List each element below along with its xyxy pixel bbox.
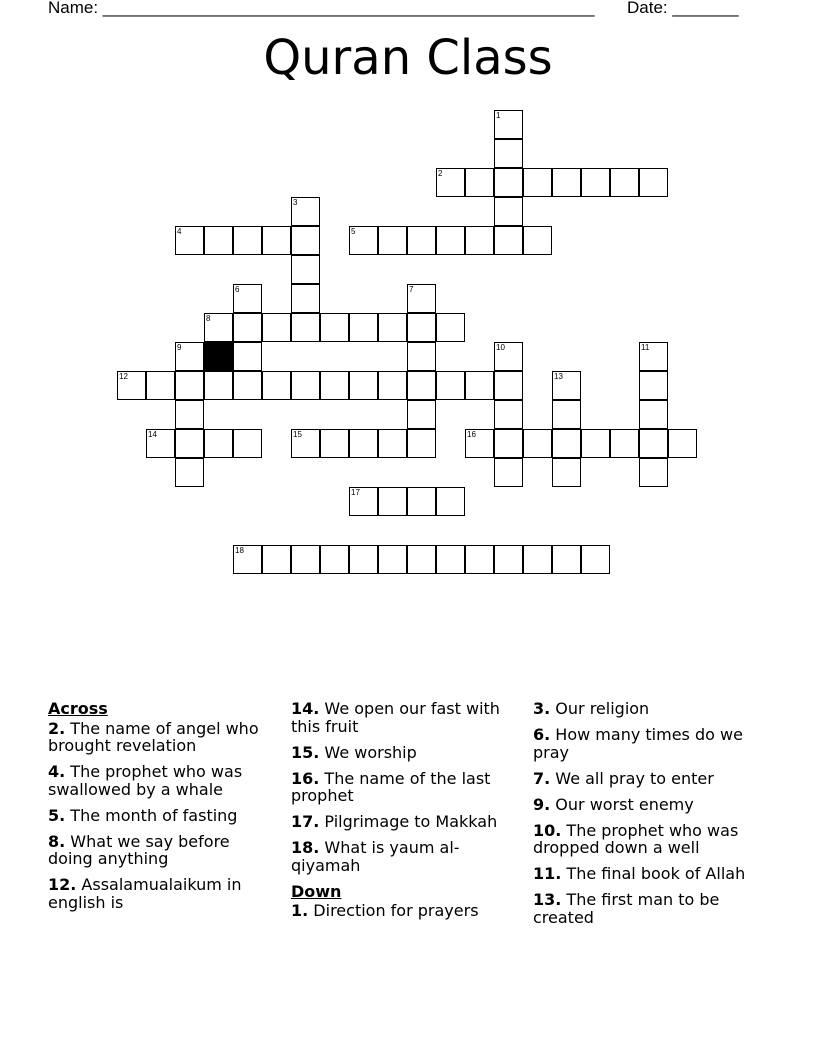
clue-text: The prophet who was swallowed by a whale bbox=[48, 762, 243, 799]
grid-cell[interactable] bbox=[320, 371, 349, 400]
clue-item bbox=[48, 833, 273, 868]
clue-number-label: 3. bbox=[533, 699, 551, 718]
grid-cell[interactable] bbox=[320, 429, 349, 458]
clue-number: 3 bbox=[293, 198, 298, 207]
clue-number-label: 11. bbox=[533, 864, 562, 883]
grid-cell[interactable] bbox=[407, 226, 436, 255]
grid-cell[interactable] bbox=[494, 545, 523, 574]
grid-cell[interactable] bbox=[436, 545, 465, 574]
grid-cell[interactable] bbox=[436, 487, 465, 516]
clue-text: The name of the last prophet bbox=[291, 768, 491, 805]
grid-cell[interactable] bbox=[465, 545, 494, 574]
grid-cell[interactable] bbox=[639, 168, 668, 197]
grid-cell[interactable] bbox=[407, 371, 436, 400]
clue-item bbox=[533, 865, 768, 883]
grid-cell[interactable] bbox=[407, 400, 436, 429]
clue-number-label: 18. bbox=[291, 838, 320, 857]
grid-cell[interactable] bbox=[523, 226, 552, 255]
clue-item bbox=[291, 744, 526, 762]
grid-cell[interactable] bbox=[291, 545, 320, 574]
clue-text: How many times do we pray bbox=[533, 725, 743, 762]
clue-number: 2 bbox=[438, 169, 443, 178]
clues-column-3 bbox=[533, 700, 768, 935]
clue-number: 15 bbox=[293, 430, 302, 439]
clue-text: What is yaum al-qiyamah bbox=[291, 838, 460, 875]
grid-cell[interactable] bbox=[175, 342, 204, 371]
grid-cell[interactable] bbox=[233, 284, 262, 313]
clue-number: 8 bbox=[206, 314, 211, 323]
grid-cell[interactable] bbox=[610, 429, 639, 458]
grid-cell[interactable] bbox=[262, 371, 291, 400]
grid-cell[interactable] bbox=[378, 371, 407, 400]
clue-number: 18 bbox=[235, 546, 244, 555]
grid-cell[interactable] bbox=[262, 226, 291, 255]
clue-number: 17 bbox=[351, 488, 360, 497]
clue-text: The name of angel who brought revelation bbox=[48, 718, 259, 755]
grid-cell[interactable] bbox=[639, 458, 668, 487]
clue-number-label: 13. bbox=[533, 890, 562, 909]
clue-item bbox=[48, 807, 273, 825]
grid-cell[interactable] bbox=[233, 313, 262, 342]
grid-cell[interactable] bbox=[262, 313, 291, 342]
grid-cell[interactable] bbox=[494, 110, 523, 139]
clue-item bbox=[533, 700, 768, 718]
grid-cell[interactable] bbox=[465, 168, 494, 197]
grid-cell[interactable] bbox=[523, 429, 552, 458]
date-field-label: Date: _______ bbox=[627, 0, 739, 17]
page-title: Quran Class bbox=[263, 30, 553, 86]
grid-cell[interactable] bbox=[494, 139, 523, 168]
grid-cell[interactable] bbox=[233, 342, 262, 371]
grid-cell[interactable] bbox=[610, 168, 639, 197]
clue-number: 14 bbox=[148, 430, 157, 439]
clue-item bbox=[533, 822, 768, 857]
grid-cell[interactable] bbox=[320, 313, 349, 342]
grid-cell[interactable] bbox=[552, 168, 581, 197]
clue-number: 12 bbox=[119, 372, 128, 381]
clue-number-label: 15. bbox=[291, 742, 320, 762]
grid-cell[interactable] bbox=[117, 371, 146, 400]
grid-cell[interactable] bbox=[291, 429, 320, 458]
grid-cell[interactable] bbox=[494, 429, 523, 458]
grid-cell[interactable] bbox=[407, 487, 436, 516]
clue-number-label: 10. bbox=[533, 820, 562, 840]
name-field-label: Name: ____________________________________________________ bbox=[48, 0, 595, 17]
clue-text: We open our fast with this fruit bbox=[291, 699, 500, 736]
clue-item bbox=[291, 770, 526, 805]
grid-cell[interactable] bbox=[175, 429, 204, 458]
clue-number: 13 bbox=[554, 372, 563, 381]
clue-number: 10 bbox=[496, 343, 505, 352]
grid-cell[interactable] bbox=[465, 226, 494, 255]
grid-cell[interactable] bbox=[378, 313, 407, 342]
grid-cell[interactable] bbox=[378, 226, 407, 255]
grid-cell[interactable] bbox=[233, 371, 262, 400]
clue-number: 7 bbox=[409, 285, 414, 294]
clues-column-1 bbox=[48, 700, 273, 920]
grid-cell[interactable] bbox=[349, 545, 378, 574]
clue-text: Assalamualaikum in english is bbox=[48, 875, 242, 912]
grid-cell[interactable] bbox=[146, 371, 175, 400]
grid-cell[interactable] bbox=[581, 545, 610, 574]
clue-item bbox=[533, 796, 768, 814]
clue-number: 11 bbox=[641, 343, 650, 352]
grid-cell[interactable] bbox=[204, 371, 233, 400]
clue-number-label: 14. bbox=[291, 699, 320, 718]
clue-number-label: 2. bbox=[48, 718, 66, 738]
clue-item bbox=[48, 720, 273, 755]
grid-cell[interactable] bbox=[175, 226, 204, 255]
grid-cell[interactable] bbox=[494, 226, 523, 255]
clue-number-label: 4. bbox=[48, 762, 66, 781]
grid-cell[interactable] bbox=[349, 487, 378, 516]
grid-cell[interactable] bbox=[175, 458, 204, 487]
grid-cell[interactable] bbox=[465, 429, 494, 458]
grid-cell[interactable] bbox=[407, 313, 436, 342]
clue-item bbox=[533, 770, 768, 788]
grid-cell[interactable] bbox=[407, 342, 436, 371]
grid-cell[interactable] bbox=[581, 429, 610, 458]
grid-cell[interactable] bbox=[233, 226, 262, 255]
grid-cell[interactable] bbox=[639, 342, 668, 371]
clue-item bbox=[291, 700, 526, 735]
clue-item bbox=[291, 813, 526, 831]
clue-text: Direction for prayers bbox=[308, 901, 479, 920]
grid-cell[interactable] bbox=[552, 400, 581, 429]
clue-number: 1 bbox=[496, 111, 501, 120]
grid-cell[interactable] bbox=[552, 371, 581, 400]
clue-number: 4 bbox=[177, 227, 182, 236]
grid-cell[interactable] bbox=[378, 429, 407, 458]
clue-item bbox=[48, 763, 273, 798]
clue-number-label: 16. bbox=[291, 768, 320, 788]
clues-column-2 bbox=[291, 700, 526, 928]
grid-cell[interactable] bbox=[639, 429, 668, 458]
grid-cell[interactable] bbox=[175, 400, 204, 429]
grid-cell[interactable] bbox=[349, 313, 378, 342]
grid-cell[interactable] bbox=[494, 400, 523, 429]
clue-item bbox=[533, 891, 768, 926]
clue-text: What we say before doing anything bbox=[48, 831, 230, 868]
grid-cell[interactable] bbox=[523, 168, 552, 197]
grid-cell[interactable] bbox=[436, 371, 465, 400]
grid-cell[interactable] bbox=[581, 168, 610, 197]
grid-cell[interactable] bbox=[378, 487, 407, 516]
down-heading: Down bbox=[291, 881, 342, 901]
clue-number-label: 12. bbox=[48, 875, 77, 894]
grid-cell[interactable] bbox=[407, 545, 436, 574]
grid-cell[interactable] bbox=[204, 313, 233, 342]
clue-number-label: 6. bbox=[533, 725, 551, 744]
grid-cell[interactable] bbox=[552, 429, 581, 458]
clue-number-label: 7. bbox=[533, 768, 551, 788]
grid-cell[interactable] bbox=[436, 168, 465, 197]
grid-cell[interactable] bbox=[262, 545, 291, 574]
clue-item bbox=[291, 902, 526, 920]
grid-cell[interactable] bbox=[552, 545, 581, 574]
clue-text: The first man to be created bbox=[533, 890, 720, 927]
clue-number-label: 1. bbox=[291, 901, 309, 920]
grid-cell[interactable] bbox=[639, 371, 668, 400]
clue-number-label: 8. bbox=[48, 831, 66, 851]
grid-cell[interactable] bbox=[494, 371, 523, 400]
clue-number: 5 bbox=[351, 227, 356, 236]
grid-cell[interactable] bbox=[291, 371, 320, 400]
grid-cell[interactable] bbox=[639, 400, 668, 429]
clue-text: Our worst enemy bbox=[550, 794, 694, 814]
grid-cell[interactable] bbox=[494, 342, 523, 371]
grid-cell[interactable] bbox=[291, 197, 320, 226]
grid-cell[interactable] bbox=[494, 197, 523, 226]
clue-item bbox=[291, 839, 526, 874]
clue-number: 9 bbox=[177, 343, 182, 352]
grid-cell[interactable] bbox=[291, 313, 320, 342]
grid-cell[interactable] bbox=[291, 284, 320, 313]
grid-cell[interactable] bbox=[494, 168, 523, 197]
grid-cell[interactable] bbox=[436, 226, 465, 255]
grid-cell[interactable] bbox=[320, 545, 349, 574]
clue-item bbox=[533, 726, 768, 761]
grid-cell[interactable] bbox=[233, 545, 262, 574]
clue-text: Pilgrimage to Makkah bbox=[319, 812, 498, 831]
clue-number-label: 17. bbox=[291, 812, 320, 831]
grid-cell[interactable] bbox=[291, 226, 320, 255]
grid-cell[interactable] bbox=[291, 255, 320, 284]
grid-cell[interactable] bbox=[668, 429, 697, 458]
grid-cell[interactable] bbox=[349, 371, 378, 400]
grid-cell[interactable] bbox=[523, 545, 552, 574]
grid-cell[interactable] bbox=[175, 371, 204, 400]
grid-cell[interactable] bbox=[378, 545, 407, 574]
clue-number-label: 9. bbox=[533, 794, 551, 814]
clue-number-label: 5. bbox=[48, 805, 66, 825]
grid-cell[interactable] bbox=[407, 284, 436, 313]
grid-cell[interactable] bbox=[436, 313, 465, 342]
clue-text: We all pray to enter bbox=[550, 768, 714, 788]
clue-number: 6 bbox=[235, 285, 240, 294]
clue-item bbox=[48, 876, 273, 911]
clue-text: The final book of Allah bbox=[561, 864, 746, 883]
clue-text: Our religion bbox=[550, 699, 650, 718]
grid-cell[interactable] bbox=[407, 429, 436, 458]
across-heading: Across bbox=[48, 699, 108, 718]
clue-text: The month of fasting bbox=[65, 805, 238, 825]
grid-cell[interactable] bbox=[465, 371, 494, 400]
clue-number: 16 bbox=[467, 430, 476, 439]
grid-cell[interactable] bbox=[349, 226, 378, 255]
grid-cell[interactable] bbox=[146, 429, 175, 458]
black-cell bbox=[204, 342, 233, 371]
clue-text: We worship bbox=[319, 742, 417, 762]
grid-cell[interactable] bbox=[204, 429, 233, 458]
clue-text: The prophet who was dropped down a well bbox=[533, 820, 739, 857]
grid-cell[interactable] bbox=[552, 458, 581, 487]
grid-cell[interactable] bbox=[204, 226, 233, 255]
grid-cell[interactable] bbox=[494, 458, 523, 487]
grid-cell[interactable] bbox=[233, 429, 262, 458]
grid-cell[interactable] bbox=[349, 429, 378, 458]
